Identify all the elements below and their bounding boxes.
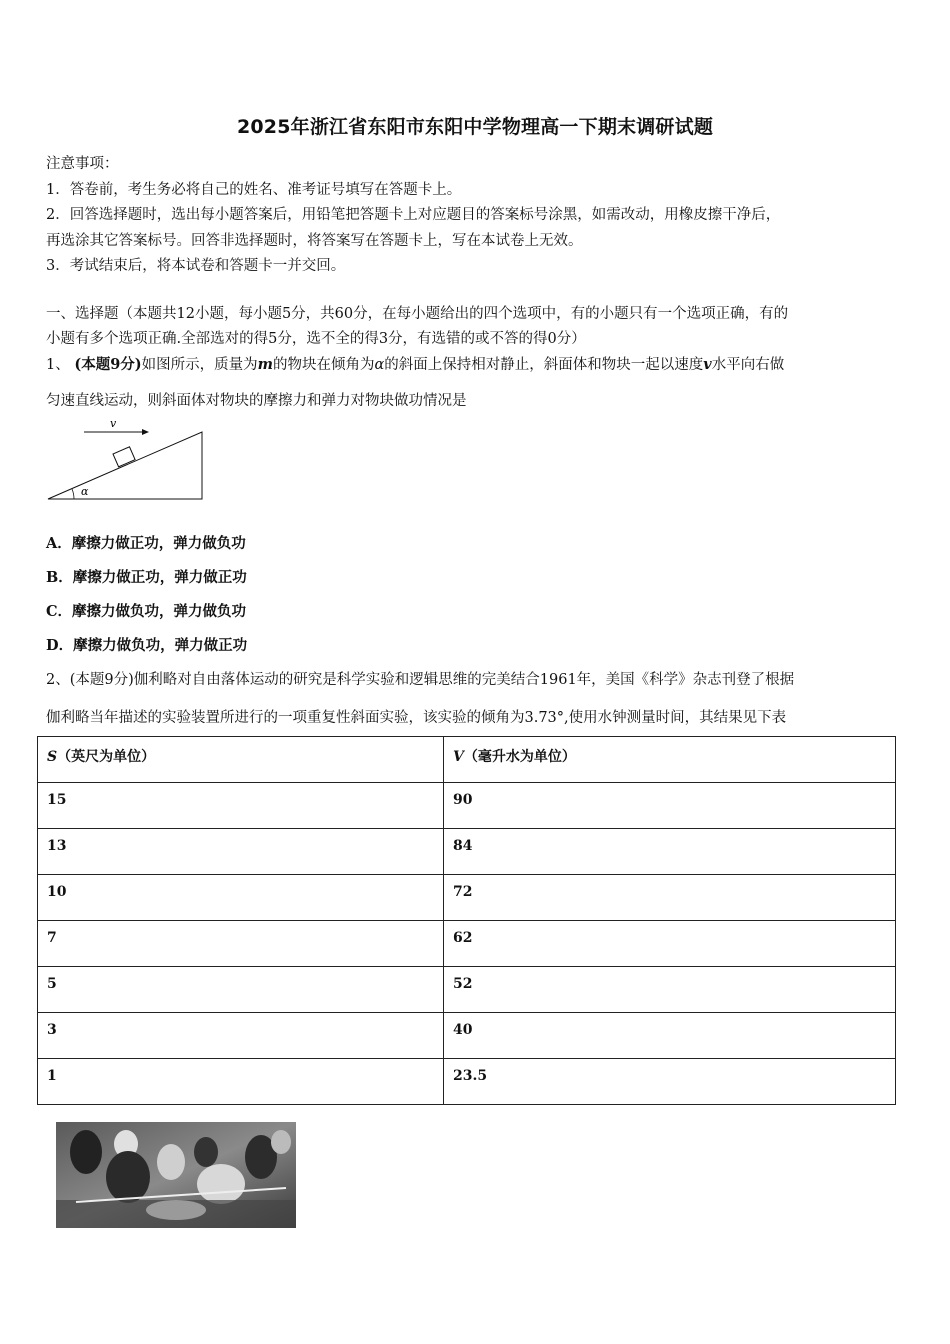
- question-2-line2: 伽利略当年描述的实验装置所进行的一项重复性斜面实验，该实验的倾角为3.73°,使用水钟测量时间，其结果见下表: [46, 710, 787, 726]
- question-1-text-d: 水平向右做: [711, 357, 785, 373]
- header-volume: [444, 737, 896, 783]
- block: [113, 447, 135, 467]
- question-1-var-m: m: [257, 356, 273, 373]
- angle-arc: [72, 489, 74, 499]
- header-distance-var: S: [47, 749, 58, 765]
- table-cell: 23.5: [444, 1059, 896, 1105]
- experiment-table: [37, 736, 896, 1105]
- question-2-line1: 2、(本题9分)伽利略对自由落体运动的研究是科学实验和逻辑思维的完美结合1961年，美国《科学》杂志刊登了根据: [46, 672, 795, 688]
- option-b: B．摩擦力做正功，弹力做正功: [46, 569, 247, 586]
- table-cell: 5: [38, 967, 444, 1013]
- table-cell: 90: [444, 783, 896, 829]
- page-title: 2025年浙江省东阳市东阳中学物理高一下期末调研试题: [236, 116, 714, 138]
- table-cell: 84: [444, 829, 896, 875]
- header-volume-var: V: [453, 749, 464, 765]
- table-cell: 7: [38, 921, 444, 967]
- table-cell: 15: [38, 783, 444, 829]
- experiment-photo: [56, 1122, 296, 1228]
- question-1-text-a: 如图所示，质量为: [141, 357, 258, 373]
- notice-item-2-cont: 再选涂其它答案标号。回答非选择题时，将答案写在答题卡上，写在本试卷上无效。: [46, 233, 583, 249]
- incline-diagram: [46, 414, 208, 504]
- question-1-line1: [46, 353, 784, 374]
- table-header-row: [38, 737, 896, 783]
- notice-heading: 注意事项：: [46, 156, 119, 172]
- header-distance-unit: （英尺为单位）: [57, 749, 156, 765]
- question-1-text-b: 的物块在倾角为: [273, 357, 375, 373]
- notice-item-3: 3．考试结束后，将本试卷和答题卡一并交回。: [46, 258, 346, 274]
- question-1-number: 1、: [46, 357, 70, 373]
- table-row: [38, 875, 896, 921]
- incline-triangle: [48, 432, 202, 499]
- table-row: [38, 829, 896, 875]
- table-cell: 1: [38, 1059, 444, 1105]
- header-volume-unit: （毫升水为单位）: [463, 749, 576, 765]
- option-a: A．摩擦力做正功，弹力做负功: [46, 535, 246, 552]
- question-1-line2: 匀速直线运动，则斜面体对物块的摩擦力和弹力对物块做功情况是: [46, 393, 467, 409]
- table-cell: 40: [444, 1013, 896, 1059]
- question-1-text-c: 的斜面上保持相对静止，斜面体和物块一起以速度: [384, 357, 704, 373]
- table-cell: 52: [444, 967, 896, 1013]
- velocity-arrow-head: [142, 429, 149, 435]
- section-instruction-line2: 小题有多个选项正确.全部选对的得5分，选不全的得3分，有选错的或不答的得0分）: [46, 331, 586, 347]
- velocity-label: v: [110, 417, 117, 430]
- question-1-var-v: v: [703, 356, 712, 373]
- question-1-var-alpha: α: [374, 357, 385, 373]
- table-row: [38, 967, 896, 1013]
- table-row: [38, 783, 896, 829]
- table-cell: 13: [38, 829, 444, 875]
- table-row: [38, 1013, 896, 1059]
- option-c: C．摩擦力做负功，弹力做负功: [46, 603, 247, 620]
- notice-item-2: 2．回答选择题时，选出每小题答案后，用铅笔把答题卡上对应题目的答案标号涂黑，如需改动，用橡皮擦干净后，: [46, 207, 781, 223]
- table-cell: 3: [38, 1013, 444, 1059]
- table-cell: 10: [38, 875, 444, 921]
- table-cell: 62: [444, 921, 896, 967]
- option-d: D．摩擦力做负功，弹力做正功: [46, 637, 248, 654]
- table-row: [38, 1059, 896, 1105]
- table-cell: 72: [444, 875, 896, 921]
- table-row: [38, 921, 896, 967]
- header-distance: [38, 737, 444, 783]
- angle-label: α: [81, 485, 89, 498]
- notice-item-1: 1．答卷前，考生务必将自己的姓名、准考证号填写在答题卡上。: [46, 182, 462, 198]
- section-instruction-line1: 一、选择题（本题共12小题，每小题5分，共60分，在每小题给出的四个选项中，有的小题只有一个选项正确，有的: [46, 306, 789, 322]
- question-1-score: (本题9分): [74, 356, 142, 373]
